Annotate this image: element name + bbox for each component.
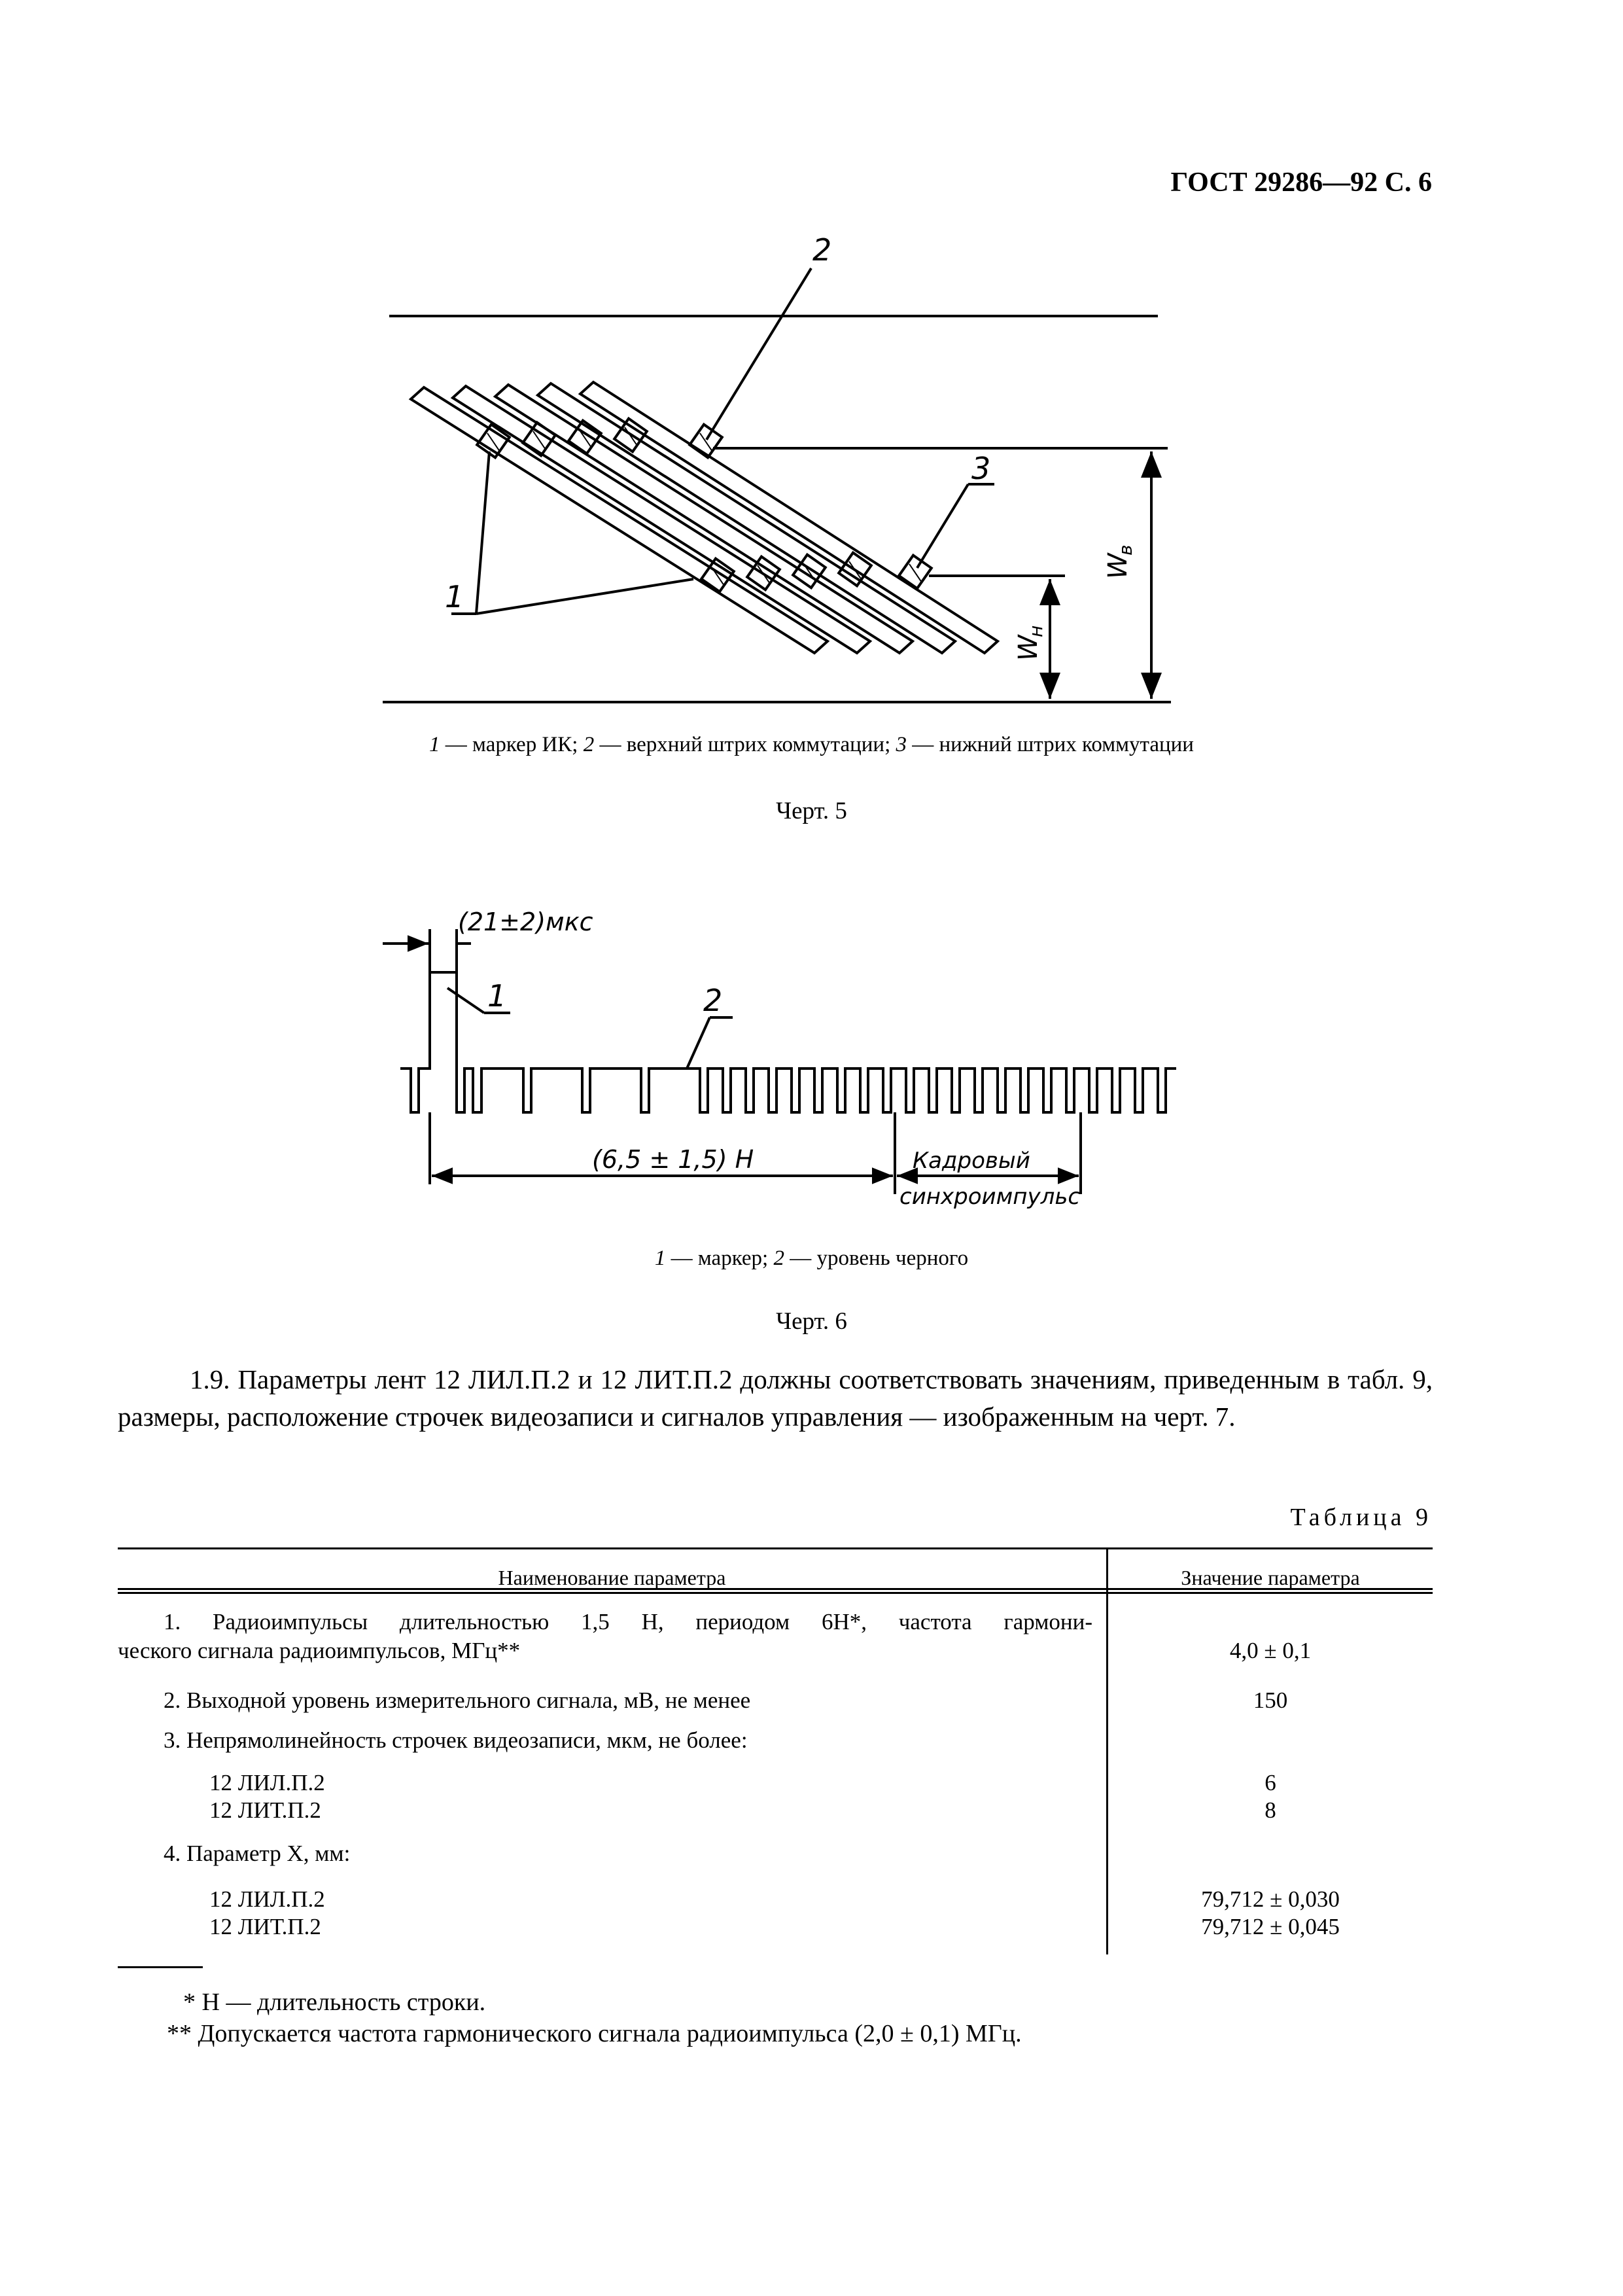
- leader-3: [917, 484, 968, 568]
- row-4b-value: 79,712 ± 0,045: [1201, 1914, 1340, 1939]
- footnote-rule: [118, 1966, 203, 1968]
- leader-2: [707, 268, 811, 440]
- table-label: Таблица 9: [1290, 1504, 1432, 1531]
- leader-1b: [476, 579, 693, 614]
- row-4a-value: 79,712 ± 0,030: [1201, 1886, 1340, 1912]
- row-3a: 12 ЛИЛ.П.2: [209, 1770, 325, 1795]
- leader-marker: [447, 988, 484, 1013]
- header-value: Значение параметра: [1181, 1566, 1360, 1589]
- page-header: ГОСТ 29286—92 С. 6: [1170, 168, 1432, 198]
- row-1-line-1: 1. Радиоимпульсы длительностью 1,5 H, периодом 6H*, частота гармони-: [164, 1609, 1092, 1634]
- paragraph-1-9: 1.9. Параметры лент 12 ЛИЛ.П.2 и 12 ЛИТ.П.2 должны соответствовать значениям, приведенным в табл. 9, размеры, расположение строчек видеозаписи и сигналов управления — изображенным на черт. 7.: [118, 1364, 1433, 1432]
- row-3a-value: 6: [1265, 1770, 1276, 1795]
- row-1-line-2: ческого сигнала радиоимпульсов, МГц**: [118, 1638, 521, 1663]
- row-3b-value: 8: [1265, 1797, 1276, 1823]
- figure-5-legend: 1 — маркер ИК; 2 — верхний штрих коммутации; 3 — нижний штрих коммутации: [429, 733, 1194, 756]
- footnote-1: * H — длительность строки.: [183, 1988, 486, 2016]
- row-3: 3. Непрямолинейность строчек видеозаписи, мкм, не более:: [164, 1727, 748, 1753]
- signal-waveform: [400, 972, 1176, 1112]
- figure-6-legend: 1 — маркер; 2 — уровень черного: [654, 1246, 969, 1270]
- row-2: 2. Выходной уровень измерительного сигнала, мВ, не менее: [164, 1687, 751, 1713]
- row-2-value: 150: [1253, 1687, 1288, 1713]
- label-duration: (21±2)мкс: [458, 908, 593, 936]
- row-4b: 12 ЛИТ.П.2: [209, 1914, 321, 1939]
- label-wn: W: [1013, 635, 1043, 661]
- label-2: 2: [812, 232, 832, 268]
- marker-hatching: [487, 427, 922, 586]
- label-2: 2: [703, 983, 723, 1018]
- label-wv: W: [1103, 553, 1133, 579]
- row-4a: 12 ЛИЛ.П.2: [209, 1886, 325, 1912]
- row-4: 4. Параметр X, мм:: [164, 1841, 351, 1866]
- leader-black-level: [687, 1017, 710, 1069]
- footnote-2: ** Допускается частота гармонического сигнала радиоимпульса (2,0 ± 0,1) МГц.: [167, 2020, 1022, 2047]
- figure-5-title: Черт. 5: [776, 798, 847, 824]
- label-frame-sync-2: синхроимпульс: [899, 1184, 1081, 1210]
- label-frame-sync-1: Кадровый: [913, 1148, 1030, 1174]
- label-wv-sub: в: [1115, 544, 1136, 556]
- label-1: 1: [445, 579, 464, 614]
- figure-5-drawing: [366, 229, 1178, 720]
- upper-markers: [477, 419, 722, 458]
- figure-6-title: Черт. 6: [776, 1308, 847, 1335]
- label-1: 1: [487, 978, 507, 1014]
- figure-6-drawing: [366, 896, 1191, 1224]
- header-param: Наименование параметра: [498, 1566, 726, 1589]
- label-3: 3: [971, 451, 991, 486]
- row-3b: 12 ЛИТ.П.2: [209, 1797, 321, 1823]
- leader-1a: [476, 451, 489, 614]
- row-1-value: 4,0 ± 0,1: [1229, 1638, 1312, 1663]
- label-period: (6,5 ± 1,5) H: [592, 1145, 754, 1174]
- label-wn-sub: н: [1025, 625, 1047, 637]
